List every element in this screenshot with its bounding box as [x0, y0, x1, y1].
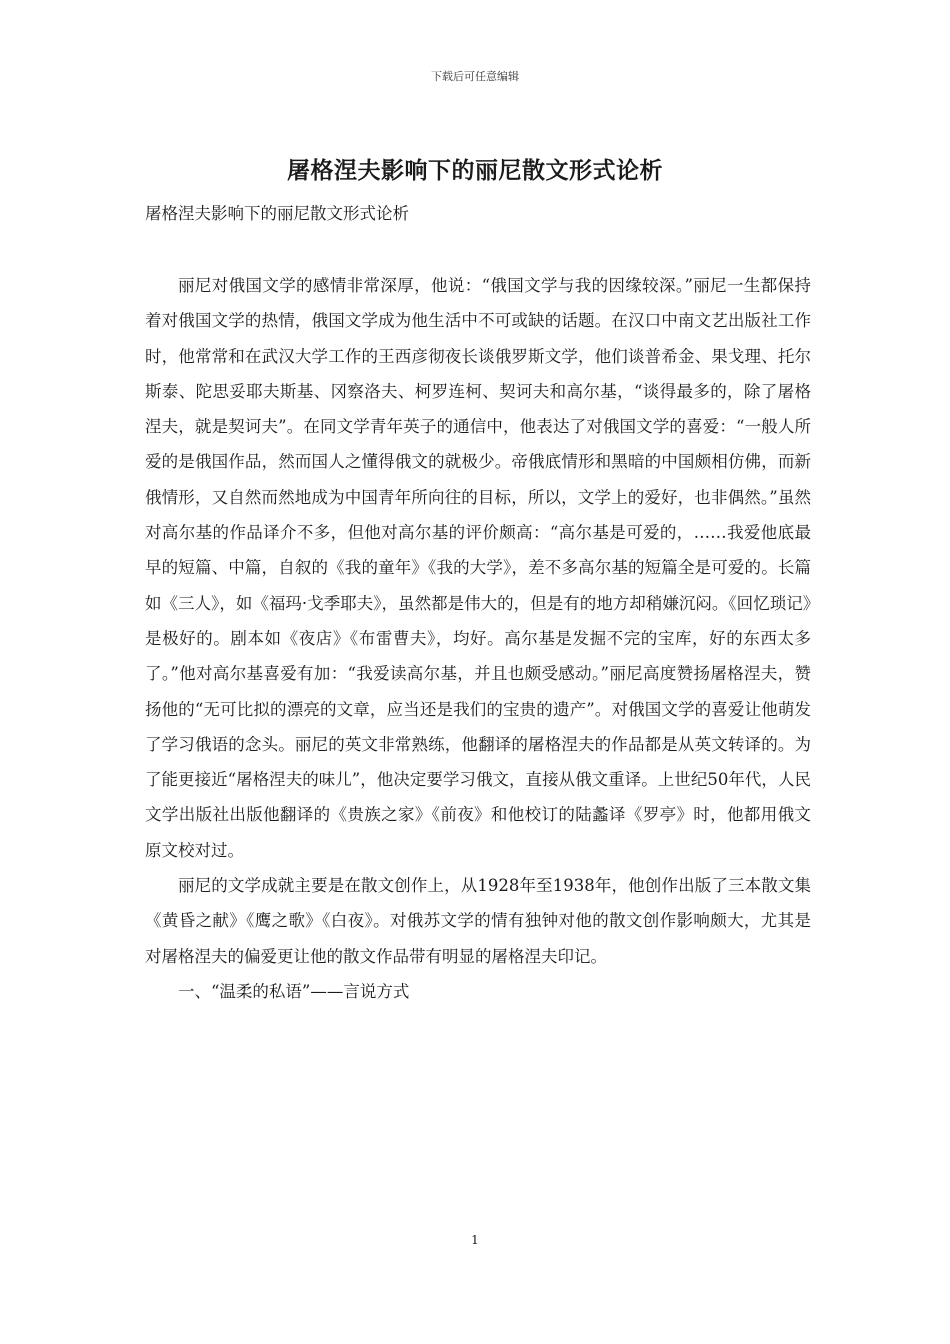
body-paragraph: 丽尼的文学成就主要是在散文创作上，从1928年至1938年，他创作出版了三本散文集《黄昏之献》《鹰之歌》《白夜》。对俄苏文学的情有独钟对他的散文创作影响颇大，尤其是对屠格涅夫的偏爱更让他的散文作品带有明显的屠格涅夫印记。	[145, 876, 811, 966]
section-heading: 一、“温柔的私语”——言说方式	[178, 981, 410, 1001]
document-title: 屠格涅夫影响下的丽尼散文形式论析	[287, 158, 663, 184]
page-header-note: 下载后可任意编辑	[431, 70, 519, 83]
page-number: 1	[471, 1233, 479, 1247]
document-subtitle: 屠格涅夫影响下的丽尼散文形式论析	[145, 204, 409, 223]
document-body	[145, 268, 811, 1009]
body-paragraph: 丽尼对俄国文学的感情非常深厚，他说：“俄国文学与我的因缘较深。”丽尼一生都保持着对俄国文学的热情，俄国文学成为他生活中不可或缺的话题。在汉口中南文艺出版社工作时，他常常和在武汉大学工作的王西彦彻夜长谈俄罗斯文学，他们谈普希金、果戈理、托尔斯泰、陀思妥耶夫斯基、冈察洛夫、柯罗连柯、契诃夫和高尔基，“谈得最多的，除了屠格涅夫，就是契诃夫”。在同文学青年英子的通信中，他表达了对俄国文学的喜爱：“一般人所爱的是俄国作品，然而国人之懂得俄文的就极少。帝俄底情形和黑暗的中国颇相仿佛，而新俄情形，又自然而然地成为中国青年所向往的目标，所以，文学上的爱好，也非偶然。”虽然对高尔基的作品译介不多，但他对高尔基的评价颇高：“高尔基是可爱的，……我爱他底最早的短篇、中篇，自叙的《我的童年》《我的大学》，差不多高尔基的短篇全是可爱的。长篇如《三人》，如《福玛·戈季耶夫》，虽然都是伟大的，但是有的地方却稍嫌沉闷。《回忆琐记》是极好的。剧本如《夜店》《布雷曹夫》，均好。高尔基是发掘不完的宝库，好的东西太多了。”他对高尔基喜爱有加：“我爱读高尔基，并且也颇受感动。”丽尼高度赞扬屠格涅夫，赞扬他的“无可比拟的漂亮的文章，应当还是我们的宝贵的遗产”。对俄国文学的喜爱让他萌发了学习俄语的念头。丽尼的英文非常熟练，他翻译的屠格涅夫的作品都是从英文转译的。为了能更接近“屠格涅夫的味儿”，他决定要学习俄文，直接从俄文重译。上世纪50年代，人民文学出版社出版他翻译的《贵族之家》《前夜》和他校订的陆蠡译《罗亭》时，他都用俄文原文校对过。	[145, 276, 811, 860]
